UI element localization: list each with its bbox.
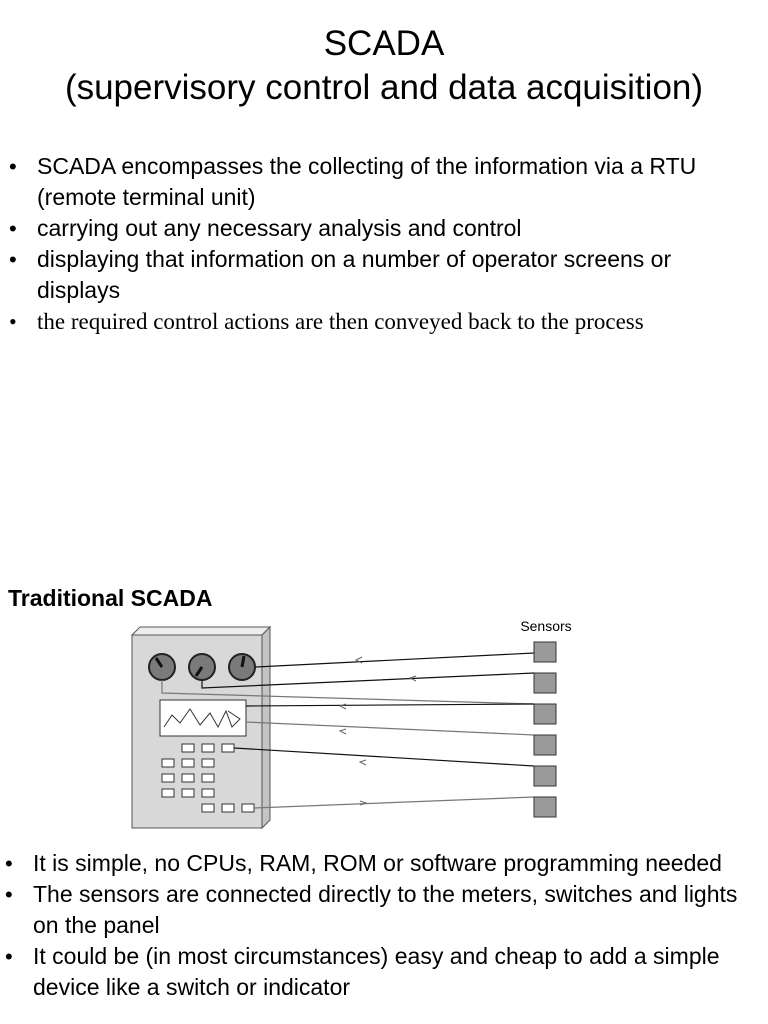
list-item (9, 151, 759, 213)
chart-display-icon (160, 700, 246, 736)
list-item (9, 244, 759, 306)
list-item-text: The sensors are connected directly to the meters, switches and lights on the panel (33, 881, 738, 938)
list-item (9, 306, 759, 337)
slide-subtitle: (supervisory control and data acquisition) (64, 68, 704, 107)
bullet-icon: • (5, 851, 13, 876)
sensor-icon (534, 704, 556, 724)
sensor-icon (534, 642, 556, 662)
bullet-icon: • (9, 216, 17, 241)
bullet-icon: • (9, 309, 17, 334)
bullet-icon: • (5, 882, 13, 907)
sensors-label: Sensors (520, 618, 572, 634)
bullet-icon: • (9, 154, 17, 179)
bullet-list (5, 848, 760, 1003)
list-item (5, 879, 760, 941)
sensor-icon (534, 797, 556, 817)
sensor-icon (534, 673, 556, 693)
list-item (5, 848, 760, 879)
traditional-scada-diagram (120, 615, 600, 835)
dial-icon (229, 654, 255, 680)
sensor-icon (534, 766, 556, 786)
list-item (9, 213, 759, 244)
slide-traditional-scada (0, 570, 768, 1024)
list-item-text: SCADA encompasses the collecting of the information via a RTU (remote terminal unit) (37, 153, 697, 210)
bullet-list (9, 151, 759, 337)
dial-icon (149, 654, 175, 680)
dial-icon (189, 654, 215, 680)
slide-title: SCADA (323, 24, 445, 63)
list-item-text: It could be (in most circumstances) easy and cheap to add a simple device like a switch or indicator (33, 943, 720, 1000)
list-item-text: It is simple, no CPUs, RAM, ROM or software programming needed (33, 850, 722, 876)
list-item-text: the required control actions are then conveyed back to the process (37, 309, 644, 334)
list-item (5, 941, 760, 1003)
sensor-icon (534, 735, 556, 755)
list-item-text: carrying out any necessary analysis and control (37, 215, 522, 241)
section-title: Traditional SCADA (8, 585, 213, 611)
bullet-icon: • (9, 247, 17, 272)
list-item-text: displaying that information on a number of operator screens or displays (37, 246, 672, 303)
bullet-icon: • (5, 944, 13, 969)
